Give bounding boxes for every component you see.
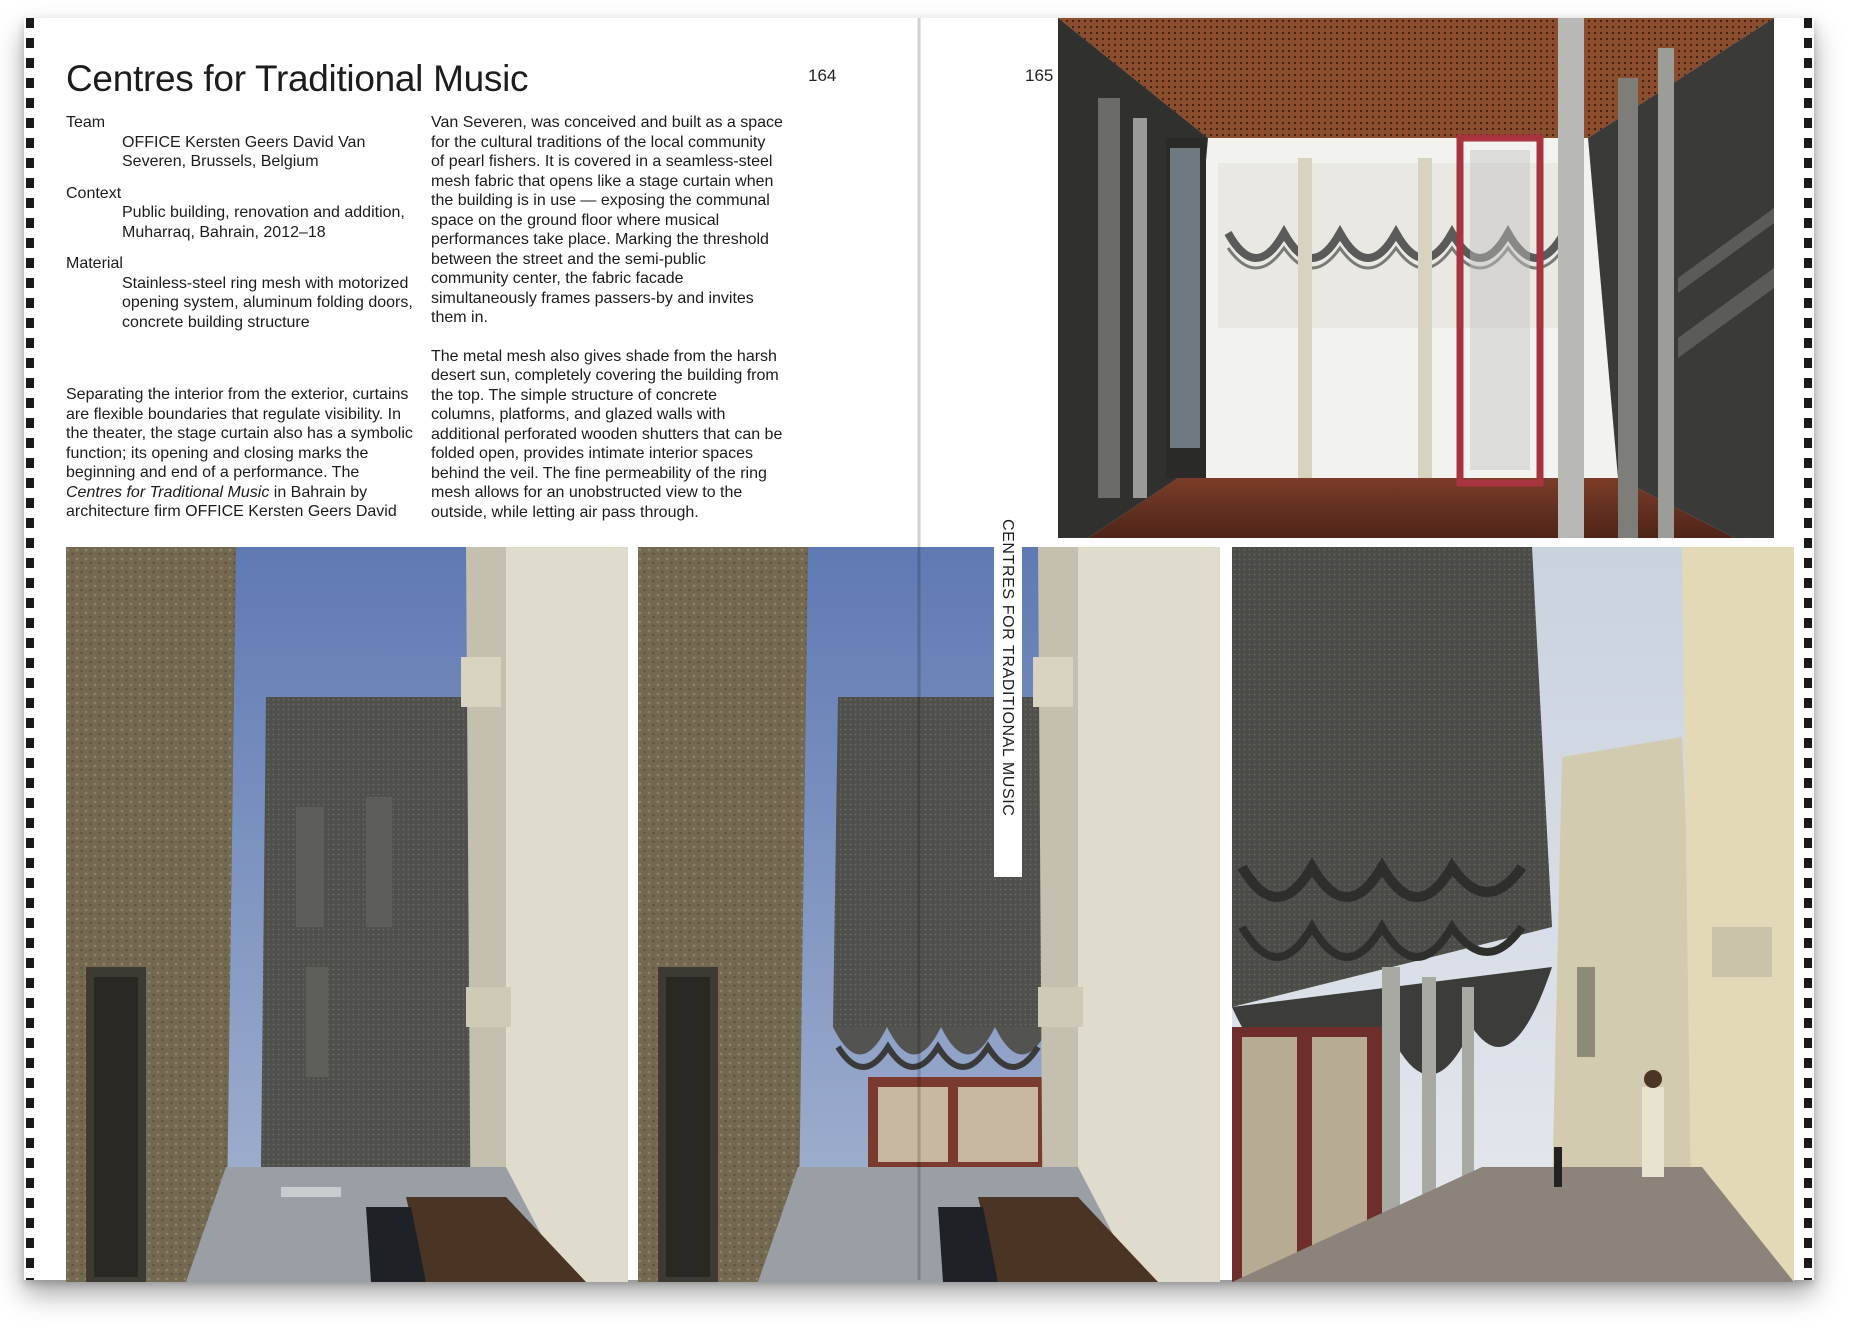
magazine-spread — [24, 18, 1814, 1280]
page-gutter — [917, 18, 921, 1280]
intro-paragraph — [66, 385, 418, 522]
body-column-2 — [431, 113, 783, 541]
photo-interior-pavilion — [1058, 18, 1774, 538]
page-number-right: 165 — [1025, 66, 1054, 85]
intro-text-end: in Bahrain by architecture firm OFFICE Kersten Geers David — [66, 483, 397, 520]
body-paragraph-2: The metal mesh also gives shade from the harsh desert sun, completely covering the building from the top. The simple structure of concrete columns, platforms, and glazed walls with additional perforated wooden shutters that can be folded open, provides intimate interior spaces behind the veil. The fine permeability of the ring mesh allows for an unobstructed view to the outside, while letting air pass through. — [431, 347, 783, 521]
meta-label-material: Material — [66, 255, 123, 272]
intro-project-name: Centres for Traditional Music — [66, 483, 270, 501]
photo-alley-curtain-open — [1232, 547, 1794, 1282]
page-number-left: 164 — [808, 66, 837, 85]
page-title: Centres for Traditional Music — [66, 58, 529, 99]
photo-alley-curtain-opening — [638, 547, 1220, 1282]
meta-label-team: Team — [66, 114, 106, 131]
meta-value-material: Stainless-steel ring mesh with motorized opening system, aluminum folding doors, concrete building structure — [122, 274, 413, 331]
intro-text-start: Separating the interior from the exterior, curtains are flexible boundaries that regulate visibility. In the theater, the stage curtain also has a symbolic function; its opening and closing marks the beginning and end of a performance. The — [66, 386, 413, 481]
meta-label-context: Context — [66, 184, 122, 202]
vertical-section-label — [994, 513, 1022, 877]
photo-alley-curtain-closed — [66, 547, 628, 1282]
meta-value-context: Public building, renovation and addition, Muharraq, Bahrain, 2012–18 — [122, 204, 405, 241]
binding-marks-right — [1804, 18, 1812, 1280]
project-meta — [66, 113, 426, 344]
body-paragraph-1: Van Severen, was conceived and built as a space for the cultural traditions of the local community of pearl fishers. It is covered in a seamless-steel mesh fabric that opens like a stage curtain when the building is in use — exposing the communal space on the ground floor where musical performances take place. Marking the threshold between the street and the semi-public community center, the fabric facade simultaneously frames passers-by and invites them in. — [431, 114, 783, 326]
binding-marks-left — [26, 18, 34, 1280]
meta-value-team: OFFICE Kersten Geers David Van Severen, Brussels, Belgium — [122, 133, 366, 170]
vertical-section-label-text: CENTRES FOR TRADITIONAL MUSIC — [999, 519, 1016, 817]
